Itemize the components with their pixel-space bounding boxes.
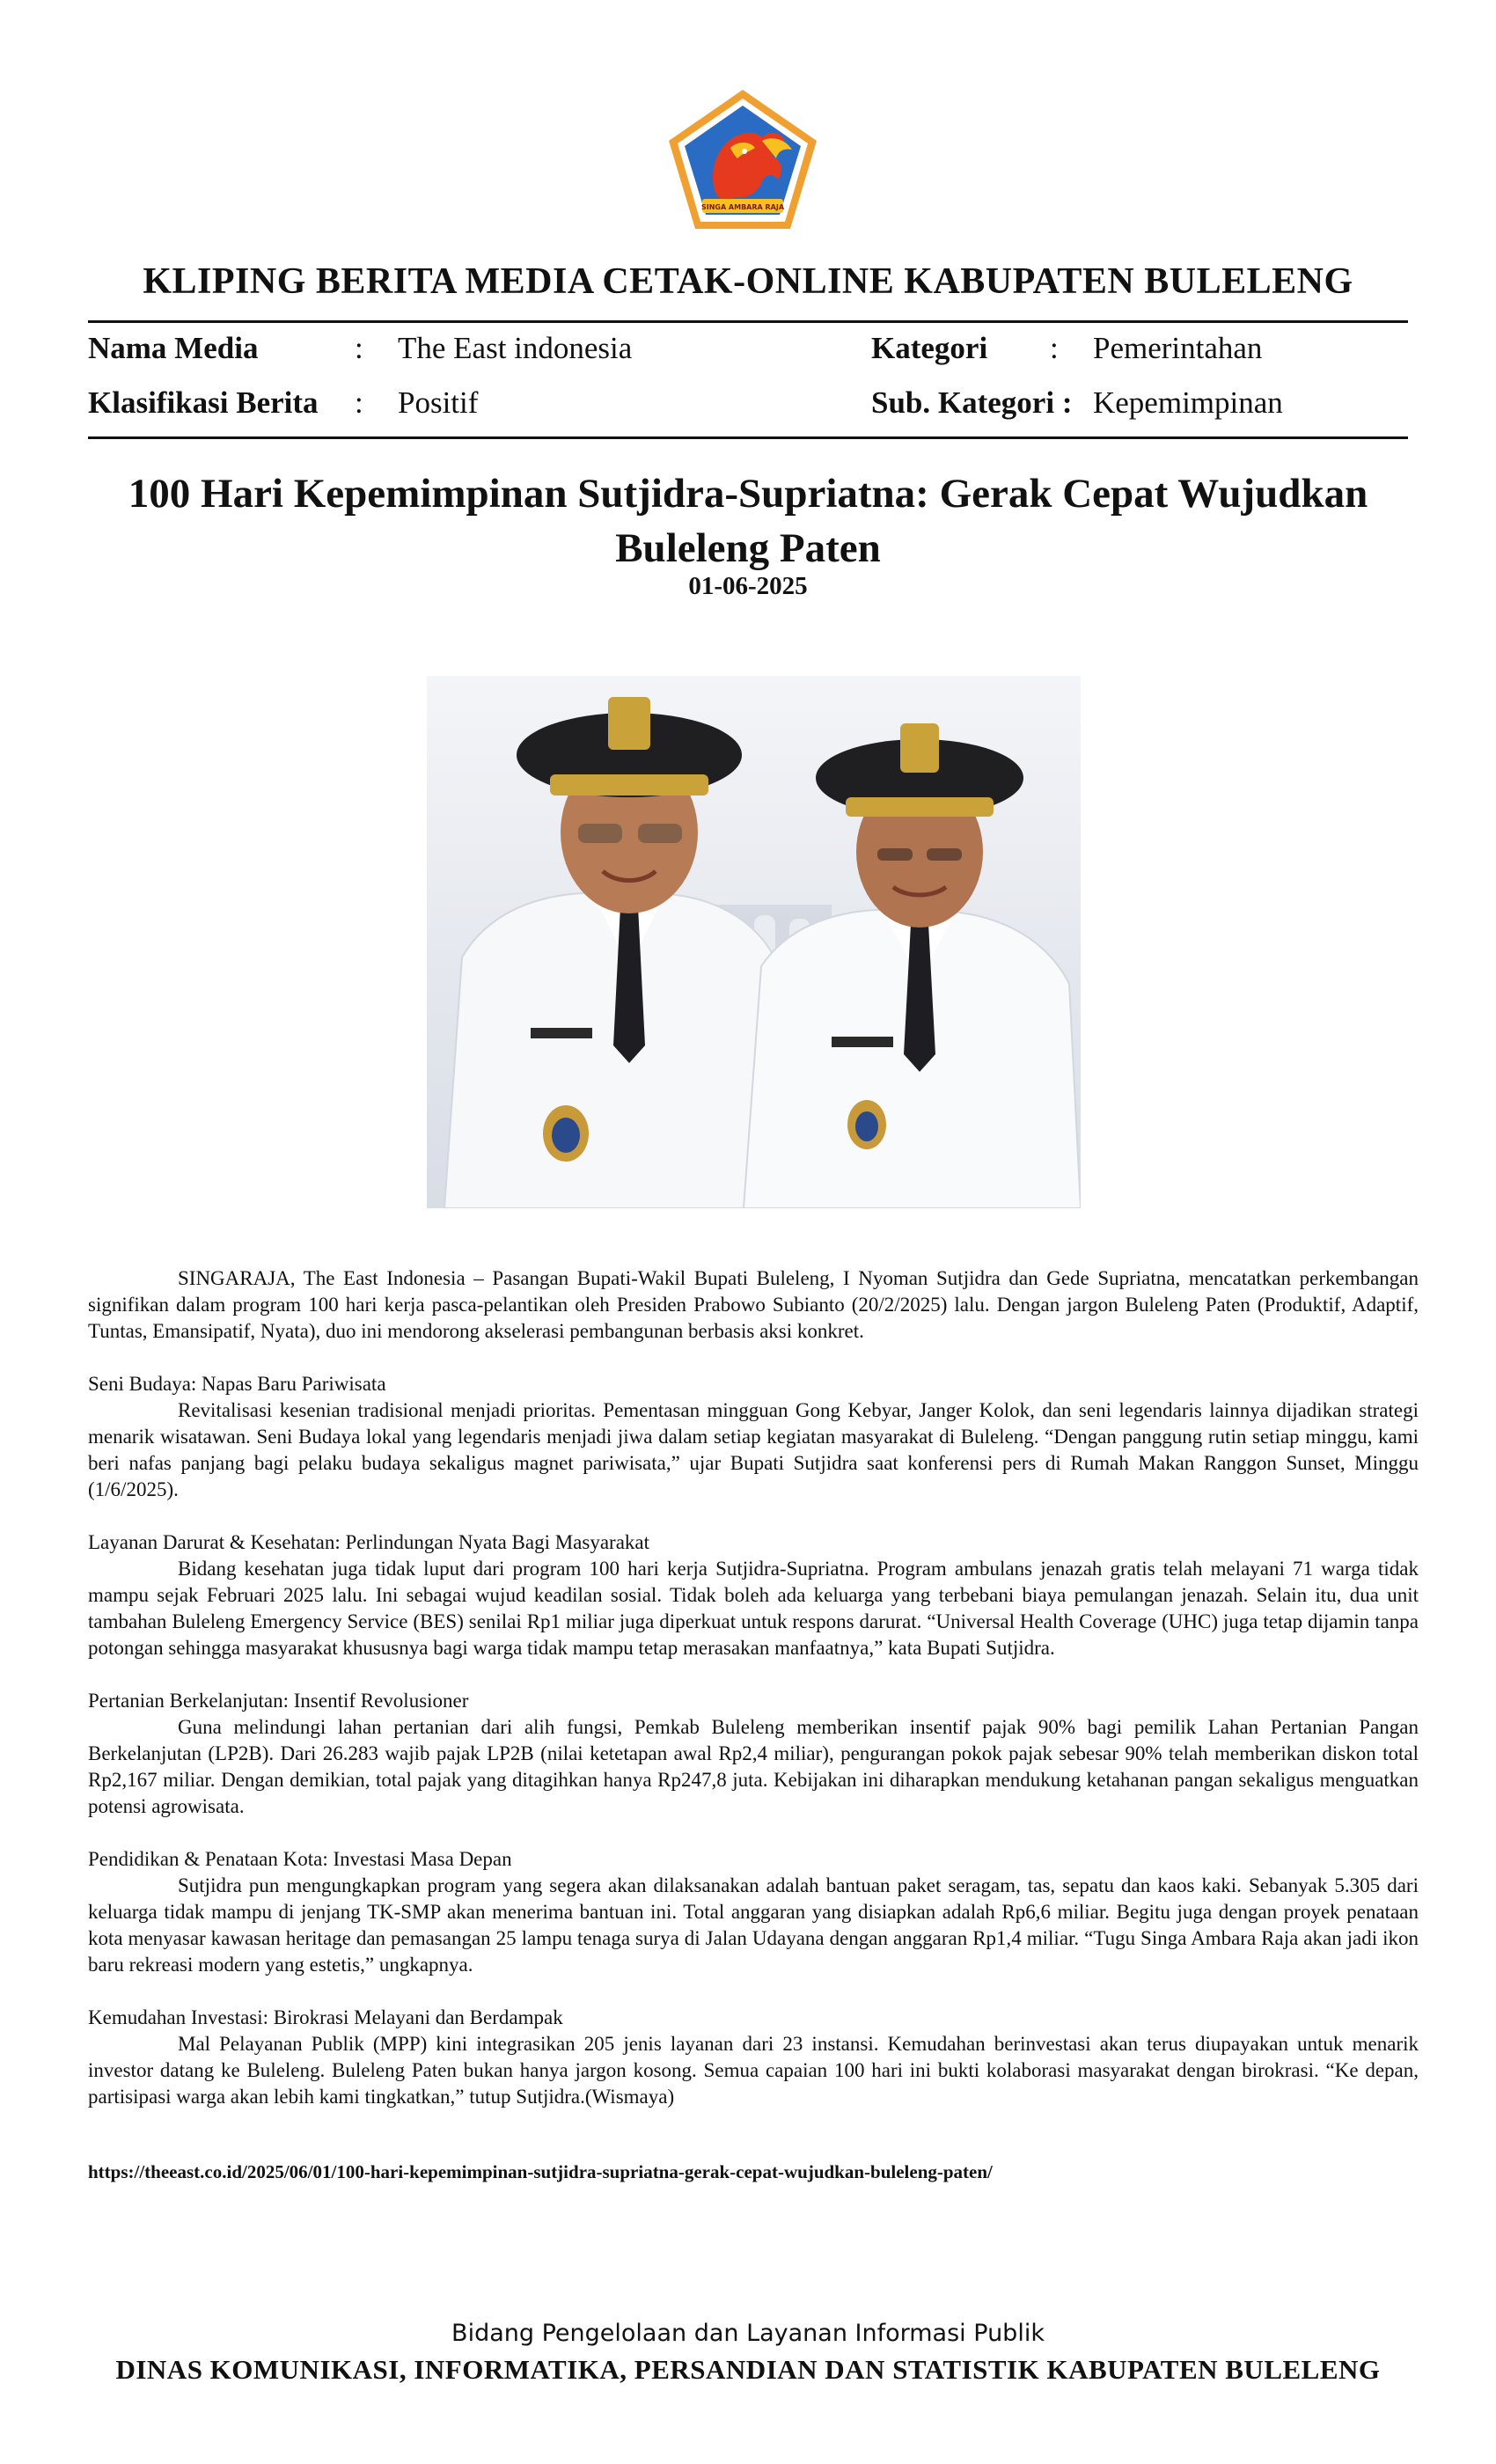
- masthead-title: KLIPING BERITA MEDIA CETAK-ONLINE KABUPATEN BULELENG: [143, 261, 1353, 302]
- buleleng-crest-logo: [664, 86, 822, 234]
- section-body: Guna melindungi lahan pertanian dari alih fungsi, Pemkab Buleleng memberikan insentif pajak 90% bagi pemilik Lahan Pertanian Pangan Berkelanjutan (LP2B). Dari 26.283 wajib pajak LP2B (nilai ketetapan awal Rp2,4 miliar), pengurangan pokok pajak sebesar 90% telah memberikan diskon total Rp2,167 miliar. Dengan demikian, total pajak yang ditagihkan hanya Rp247,8 juta. Kebijakan ini diharapkan mendukung ketahanan pangan sekaligus menguatkan potensi agrowisata.: [88, 1716, 1419, 1817]
- section-heading: Pertanian Berkelanjutan: Insentif Revolusioner: [88, 1690, 469, 1712]
- crest-ribbon-text: SINGA AMBARA RAJA: [700, 203, 785, 211]
- media-label: Nama Media: [88, 331, 259, 365]
- article-intro: SINGARAJA, The East Indonesia – Pasangan Bupati-Wakil Bupati Buleleng, I Nyoman Sutjidra dan Gede Supriatna, mencatatkan perkembangan signifikan dalam program 100 hari kerja pasca-pelantikan oleh Presiden Prabowo Subianto (20/2/2025) lalu. Dengan jargon Buleleng Paten (Produktif, Adaptif, Tuntas, Emansipatif, Nyata), duo ini mendorong akselerasi pembangunan berbasis aksi konkret.: [88, 1267, 1419, 1342]
- article-body: [88, 1265, 1419, 2110]
- klasifikasi-label: Klasifikasi Berita: [88, 385, 319, 420]
- section-body: Sutjidra pun mengungkapkan program yang segera akan dilaksanakan adalah bantuan paket seragam, tas, sepatu dan kaos kaki. Sebanyak 5.305 dari keluarga tidak mampu di jenjang TK-SMP akan menerima bantuan ini. Total anggaran yang disiapkan adalah Rp6,6 miliar. Begitu juga dengan proyek penataan kota menyasar kawasan heritage dan pemasangan 25 lampu tenaga surya di Jalan Udayana dengan anggaran Rp1,4 miliar. “Tugu Singa Ambara Raja akan jadi ikon baru rekreasi modern yang estetis,” ungkapnya.: [88, 1874, 1419, 1976]
- klasifikasi-value: Positif: [398, 385, 479, 420]
- section-body: Revitalisasi kesenian tradisional menjadi prioritas. Pementasan mingguan Gong Kebyar, Janger Kolok, dan seni legendaris lainnya dijadikan strategi menarik wisatawan. Seni Budaya lokal yang legendaris menjadi jiwa dalam setiap kegiatan masyarakat di Buleleng. “Dengan panggung rutin setiap minggu, kami beri nafas panjang bagi pelaku budaya sekaligus magnet pariwisata,” ujar Bupati Sutjidra saat konferensi pers di Rumah Makan Ranggon Sunset, Minggu (1/6/2025).: [88, 1399, 1419, 1500]
- subkategori-label: Sub. Kategori :: [871, 385, 1073, 420]
- article-photo: [427, 676, 1081, 1208]
- top-divider: [88, 320, 1408, 323]
- footer-agency: DINAS KOMUNIKASI, INFORMATIKA, PERSANDIAN DAN STATISTIK KABUPATEN BULELENG: [115, 2354, 1381, 2385]
- meta-left-block: [88, 327, 792, 442]
- klasifikasi-separator: :: [355, 385, 363, 420]
- section-heading: Seni Budaya: Napas Baru Pariwisata: [88, 1373, 386, 1395]
- section-heading: Layanan Darurat & Kesehatan: Perlindungan Nyata Bagi Masyarakat: [88, 1531, 650, 1553]
- meta-right-block: [871, 327, 1417, 442]
- officials-photo-icon: [427, 676, 1081, 1208]
- kategori-value: Pemerintahan: [1093, 331, 1263, 365]
- article-date: 01-06-2025: [688, 572, 808, 600]
- section-body: Mal Pelayanan Publik (MPP) kini integrasikan 205 jenis layanan dari 23 instansi. Kemudahan berinvestasi akan terus diupayakan untuk menarik investor datang ke Buleleng. Buleleng Paten bukan hanya jargon kosong. Semua capaian 100 hari ini bukti kolaborasi masyarakat dengan birokrasi. “Ke depan, partisipasi warga akan lebih kami tingkatkan,” tutup Sutjidra.(Wismaya): [88, 2033, 1419, 2108]
- media-separator: :: [355, 331, 363, 365]
- crest-icon: [664, 86, 822, 234]
- footer-department: Bidang Pengelolaan dan Layanan Informasi Publik: [451, 2320, 1045, 2347]
- kategori-separator: :: [1050, 331, 1059, 365]
- article-headline: 100 Hari Kepemimpinan Sutjidra-Supriatna: Gerak Cepat Wujudkan Buleleng Paten: [128, 471, 1368, 571]
- kategori-label: Kategori: [871, 331, 988, 365]
- section-body: Bidang kesehatan juga tidak luput dari program 100 hari kerja Sutjidra-Supriatna. Program ambulans jenazah gratis telah melayani 71 warga tidak mampu sejak Februari 2025 lalu. Ini sebagai wujud keadilan sosial. Tidak boleh ada keluarga yang terbebani biaya pemulangan jenazah. Selain itu, dua unit tambahan Buleleng Emergency Service (BES) senilai Rp1 miliar juga diperkuat untuk respons darurat. “Universal Health Coverage (UHC) juga tetap dijamin tanpa potongan sehingga masyarakat khususnya bagi warga tidak mampu tetap merasakan manfaatnya,” kata Bupati Sutjidra.: [88, 1558, 1419, 1659]
- meta-divider: [88, 436, 1408, 439]
- section-heading: Kemudahan Investasi: Birokrasi Melayani dan Berdampak: [88, 2006, 563, 2028]
- source-link[interactable]: https://theeast.co.id/2025/06/01/100-hari-kepemimpinan-sutjidra-supriatna-gerak-cepat-wujudkan-buleleng-paten/: [88, 2161, 993, 2182]
- subkategori-value: Kepemimpinan: [1093, 385, 1283, 420]
- section-heading: Pendidikan & Penataan Kota: Investasi Masa Depan: [88, 1848, 512, 1870]
- media-value: The East indonesia: [398, 331, 633, 365]
